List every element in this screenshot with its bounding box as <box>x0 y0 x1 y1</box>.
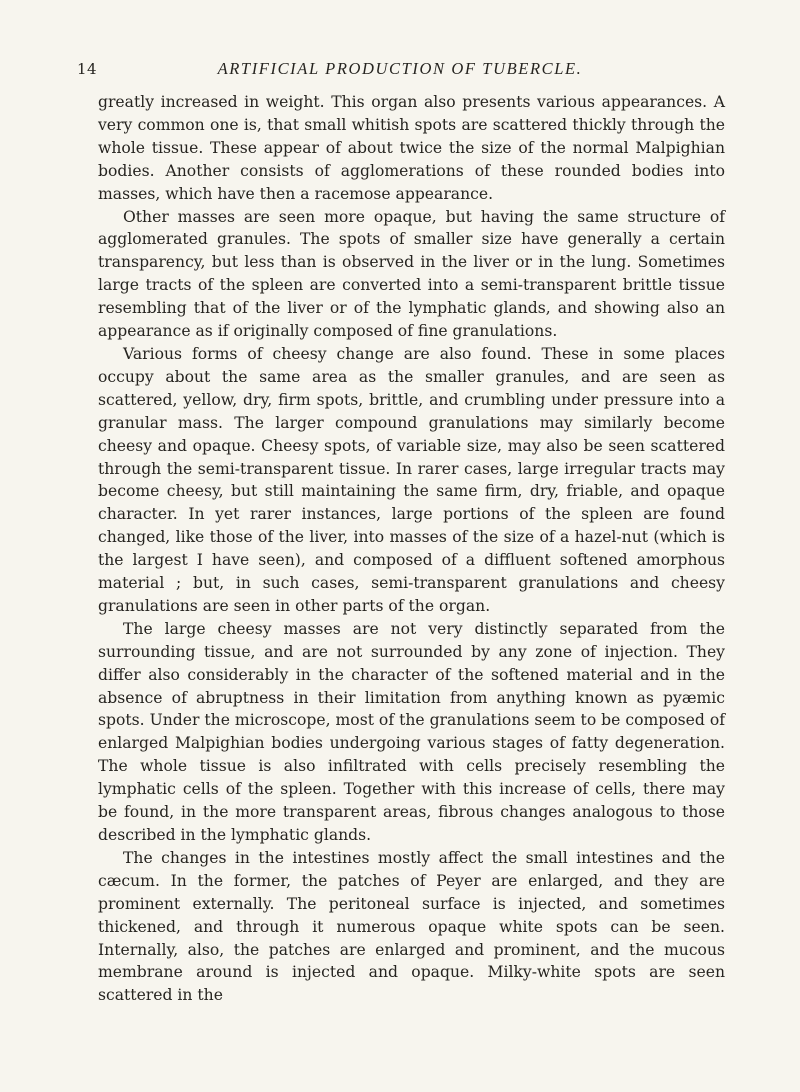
page-number: 14 <box>77 60 98 78</box>
running-title: ARTIFICIAL PRODUCTION OF TUBERCLE. <box>217 59 583 78</box>
paragraph: The changes in the intestines mostly affect the small intestines and the cæcum. In the former, the patches of Peyer are enlarged, and they are prominent externally. The peritoneal surface is injected, and sometimes thickened, and through it numerous opaque white spots can be seen. Internally, also, the patches are enlarged and prominent, and the mucous membrane around is injected and opaque. Milky-white spots are seen scattered in the <box>98 848 725 1005</box>
paragraph: Various forms of cheesy change are also found. These in some places occupy about the same area as the smaller granules, and are seen as scattered, yellow, dry, firm spots, brittle, and crumbling under pressure into a granular mass. The larger compound granulations may similarly become cheesy and opaque. Cheesy spots, of variable size, may also be seen scattered through the semi-transparent tissue. In rarer cases, large irregular tracts may become cheesy, but still maintaining the same firm, dry, friable, and opaque character. In yet rarer instances, large portions of the spleen are found changed, like those of the liver, into masses of the size of a hazel-nut (which is the largest I have seen), and composed of a diffluent softened amorphous material ; but, in such cases, semi-transparent granulations and cheesy granulations are seen in other parts of the organ. <box>98 344 725 615</box>
paragraph: Other masses are seen more opaque, but having the same structure of agglomerated granules. The spots of smaller size have generally a certain transparency, but less than is observed in the liver or in the lung. Sometimes large tracts of the spleen are converted into a semi-transparent brittle tissue resembling that of the liver or of the lymphatic glands, and showing also an appearance as if originally composed of fine granulations. <box>98 207 725 341</box>
paragraph: The large cheesy masses are not very distinctly separated from the surrounding tissue, and are not surrounded by any zone of injection. They differ also considerably in the character of the softened material and in the absence of abruptness in their limitation from anything known as pyæmic spots. Under the microscope, most of the granulations seem to be composed of enlarged Malpighian bodies undergoing various stages of fatty degeneration. The whole tissue is also infiltrated with cells precisely resembling the lymphatic cells of the spleen. Together with this increase of cells, there may be found, in the more transparent areas, fibrous changes analogous to those described in the lymphatic glands. <box>98 619 725 844</box>
paragraph: greatly increased in weight. This organ also presents various appearances. A very common one is, that small whitish spots are scattered thickly through the whole tissue. These appear of about twice the size of the normal Malpighian bodies. Another consists of agglomerations of these rounded bodies into masses, which have then a racemose appearance. <box>98 93 725 203</box>
body-text <box>98 91 725 1007</box>
